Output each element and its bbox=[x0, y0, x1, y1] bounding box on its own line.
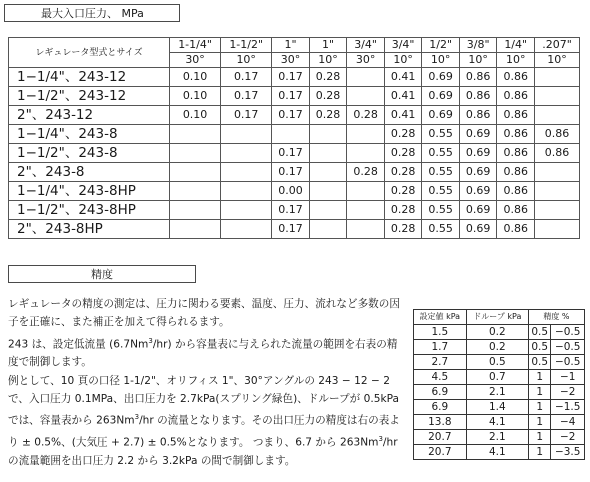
pressure-value-cell bbox=[347, 182, 385, 201]
section-title-max-inlet-pressure: 最大入口圧力、 MPa bbox=[4, 4, 180, 22]
pressure-value-cell: 0.86 bbox=[497, 125, 535, 144]
angle-header: 10° bbox=[422, 53, 460, 68]
pressure-value-cell: 0.10 bbox=[170, 87, 221, 106]
pressure-value-cell bbox=[309, 220, 347, 239]
angle-header: 30° bbox=[272, 53, 310, 68]
model-cell: 1−1/4"、243-8HP bbox=[9, 182, 170, 201]
pressure-value-cell: 0.86 bbox=[459, 87, 497, 106]
size-header: 1/2" bbox=[422, 38, 460, 53]
angle-header: 10° bbox=[309, 53, 347, 68]
accuracy-cell: 1 bbox=[528, 415, 550, 430]
pressure-value-cell bbox=[534, 68, 579, 87]
pressure-value-cell: 0.86 bbox=[497, 106, 535, 125]
set-value-cell: 13.8 bbox=[414, 415, 467, 430]
pressure-value-cell: 0.17 bbox=[221, 68, 272, 87]
set-value-cell: 6.9 bbox=[414, 400, 467, 415]
pressure-value-cell: 0.17 bbox=[272, 144, 310, 163]
pressure-value-cell: 0.17 bbox=[221, 106, 272, 125]
accuracy-cell: 1 bbox=[528, 385, 550, 400]
accuracy-description bbox=[8, 295, 404, 470]
set-value-cell: 4.5 bbox=[414, 370, 467, 385]
pressure-value-cell: 0.86 bbox=[459, 106, 497, 125]
accuracy-table-body bbox=[414, 325, 585, 460]
pressure-value-cell bbox=[221, 201, 272, 220]
accuracy-table bbox=[413, 309, 585, 460]
pressure-value-cell bbox=[221, 220, 272, 239]
model-column-header: レギュレータ型式とサイズ bbox=[9, 38, 170, 68]
droop-cell: 0.2 bbox=[466, 340, 528, 355]
model-cell: 2"、243-8HP bbox=[9, 220, 170, 239]
pressure-value-cell: 0.86 bbox=[534, 125, 579, 144]
pressure-value-cell: 0.28 bbox=[384, 125, 422, 144]
pressure-value-cell: 0.28 bbox=[384, 182, 422, 201]
table-row bbox=[414, 355, 585, 370]
pressure-value-cell: 0.69 bbox=[422, 106, 460, 125]
pressure-value-cell bbox=[347, 68, 385, 87]
table-row bbox=[9, 68, 580, 87]
size-header: 3/8" bbox=[459, 38, 497, 53]
droop-cell: 0.7 bbox=[466, 370, 528, 385]
table-row bbox=[9, 125, 580, 144]
size-header: 1-1/4" bbox=[170, 38, 221, 53]
pressure-value-cell: 0.10 bbox=[170, 106, 221, 125]
angle-header: 30° bbox=[347, 53, 385, 68]
pressure-value-cell: 0.17 bbox=[272, 68, 310, 87]
paragraph-line: 例として、10 頁の口径 1-1/2"、オリフィス 1"、30°アングルの 243 − 12 − 2 で、入口圧力 0.1MPa、出口圧力を 2.7kPa(スプリング緑色)、ドループが 0.5kPa では、容量表から 263Nm$^3$/hr の流量となります。その出口圧力の精度は右の表より ± 0.5%、(大気圧 + 2.7) ± 0.5%となります。 つまり、6.7 から 263Nm$^3$/hr の流量範囲を出口圧力 2.2 から 3.2kPa の間で制御します。 bbox=[8, 374, 400, 467]
pressure-value-cell: 0.55 bbox=[422, 220, 460, 239]
pressure-value-cell: 0.55 bbox=[422, 201, 460, 220]
pressure-value-cell bbox=[170, 125, 221, 144]
size-header: 1" bbox=[272, 38, 310, 53]
pressure-value-cell: 0.69 bbox=[422, 87, 460, 106]
pressure-value-cell: 0.55 bbox=[422, 182, 460, 201]
pressure-value-cell: 0.69 bbox=[459, 144, 497, 163]
table-row bbox=[9, 163, 580, 182]
pressure-value-cell: 0.55 bbox=[422, 125, 460, 144]
droop-header: ドループ kPa bbox=[466, 310, 528, 325]
pressure-value-cell: 0.28 bbox=[384, 163, 422, 182]
pressure-value-cell bbox=[170, 163, 221, 182]
accuracy-cell: −0.5 bbox=[551, 340, 585, 355]
pressure-value-cell bbox=[534, 220, 579, 239]
pressure-value-cell bbox=[347, 144, 385, 163]
paragraph-line: レギュレータの精度の測定は、圧力に関わる要素、温度、圧力、流れなど多数の因子を正確に、また補正を加えて得られるます。 bbox=[8, 298, 400, 329]
accuracy-cell: −1 bbox=[551, 370, 585, 385]
model-cell: 1−1/4"、243-12 bbox=[9, 68, 170, 87]
size-header: 1" bbox=[309, 38, 347, 53]
accuracy-cell: 1 bbox=[528, 400, 550, 415]
pressure-value-cell: 0.69 bbox=[422, 68, 460, 87]
model-cell: 1−1/2"、243-12 bbox=[9, 87, 170, 106]
set-value-cell: 20.7 bbox=[414, 445, 467, 460]
pressure-value-cell: 0.69 bbox=[459, 201, 497, 220]
pressure-value-cell bbox=[221, 182, 272, 201]
size-header: 3/4" bbox=[347, 38, 385, 53]
accuracy-cell: 0.5 bbox=[528, 355, 550, 370]
pressure-value-cell bbox=[347, 125, 385, 144]
angle-header: 30° bbox=[170, 53, 221, 68]
paragraph-line: 243 は、設定低流量 (6.7Nm$^3$/hr) から容量表に与えられた流量の範囲を右表の精度で制御します。 bbox=[8, 336, 398, 369]
table-row bbox=[414, 370, 585, 385]
accuracy-cell: −0.5 bbox=[551, 355, 585, 370]
accuracy-cell: 0.5 bbox=[528, 325, 550, 340]
table-row bbox=[414, 340, 585, 355]
pressure-value-cell: 0.28 bbox=[384, 144, 422, 163]
table-row bbox=[9, 106, 580, 125]
pressure-value-cell bbox=[170, 220, 221, 239]
pressure-value-cell bbox=[170, 144, 221, 163]
pressure-value-cell: 0.41 bbox=[384, 68, 422, 87]
pressure-value-cell: 0.69 bbox=[459, 163, 497, 182]
pressure-value-cell: 0.69 bbox=[459, 182, 497, 201]
droop-cell: 4.1 bbox=[466, 445, 528, 460]
table-row bbox=[9, 87, 580, 106]
table-row bbox=[414, 385, 585, 400]
pressure-value-cell: 0.86 bbox=[534, 144, 579, 163]
table-row bbox=[9, 144, 580, 163]
set-value-cell: 1.5 bbox=[414, 325, 467, 340]
angle-header: 10° bbox=[497, 53, 535, 68]
pressure-value-cell bbox=[534, 106, 579, 125]
model-cell: 2"、243-8 bbox=[9, 163, 170, 182]
accuracy-header-row bbox=[414, 310, 585, 325]
accuracy-cell: −3.5 bbox=[551, 445, 585, 460]
size-header: 1/4" bbox=[497, 38, 535, 53]
table-row bbox=[414, 325, 585, 340]
pressure-value-cell bbox=[534, 163, 579, 182]
pressure-value-cell bbox=[170, 182, 221, 201]
pressure-value-cell bbox=[534, 87, 579, 106]
set-value-cell: 20.7 bbox=[414, 430, 467, 445]
angle-header: 10° bbox=[459, 53, 497, 68]
droop-cell: 4.1 bbox=[466, 415, 528, 430]
droop-cell: 2.1 bbox=[466, 430, 528, 445]
pressure-value-cell: 0.17 bbox=[221, 87, 272, 106]
pressure-value-cell: 0.17 bbox=[272, 106, 310, 125]
pressure-value-cell: 0.69 bbox=[459, 220, 497, 239]
pressure-value-cell bbox=[347, 87, 385, 106]
model-cell: 1−1/2"、243-8HP bbox=[9, 201, 170, 220]
pressure-value-cell: 0.28 bbox=[384, 220, 422, 239]
droop-cell: 0.2 bbox=[466, 325, 528, 340]
angle-header: 10° bbox=[534, 53, 579, 68]
table-row bbox=[414, 415, 585, 430]
pressure-value-cell bbox=[221, 125, 272, 144]
accuracy-cell: −4 bbox=[551, 415, 585, 430]
pressure-value-cell: 0.28 bbox=[347, 106, 385, 125]
pressure-value-cell bbox=[272, 125, 310, 144]
pressure-value-cell bbox=[309, 144, 347, 163]
pressure-value-cell: 0.86 bbox=[497, 87, 535, 106]
pressure-value-cell bbox=[309, 201, 347, 220]
pressure-value-cell: 0.55 bbox=[422, 163, 460, 182]
angle-header: 10° bbox=[384, 53, 422, 68]
model-cell: 1−1/2"、243-8 bbox=[9, 144, 170, 163]
accuracy-cell: −2 bbox=[551, 385, 585, 400]
pressure-value-cell: 0.17 bbox=[272, 87, 310, 106]
pressure-table-body bbox=[9, 68, 580, 239]
pressure-value-cell: 0.86 bbox=[497, 68, 535, 87]
pressure-value-cell: 0.28 bbox=[309, 68, 347, 87]
set-value-cell: 6.9 bbox=[414, 385, 467, 400]
pressure-value-cell bbox=[347, 220, 385, 239]
accuracy-cell: 1 bbox=[528, 445, 550, 460]
table-row bbox=[9, 220, 580, 239]
pressure-value-cell: 0.17 bbox=[272, 201, 310, 220]
set-value-header: 設定値 kPa bbox=[414, 310, 467, 325]
pressure-value-cell: 0.69 bbox=[459, 125, 497, 144]
angle-header: 10° bbox=[221, 53, 272, 68]
pressure-value-cell bbox=[309, 182, 347, 201]
accuracy-cell: 1 bbox=[528, 370, 550, 385]
model-cell: 2"、243-12 bbox=[9, 106, 170, 125]
pressure-value-cell: 0.10 bbox=[170, 68, 221, 87]
pressure-value-cell: 0.86 bbox=[497, 182, 535, 201]
set-value-cell: 2.7 bbox=[414, 355, 467, 370]
table-row bbox=[414, 430, 585, 445]
pressure-value-cell bbox=[309, 125, 347, 144]
accuracy-cell: 1 bbox=[528, 430, 550, 445]
accuracy-cell: −0.5 bbox=[551, 325, 585, 340]
pressure-value-cell: 0.28 bbox=[384, 201, 422, 220]
size-header: 1-1/2" bbox=[221, 38, 272, 53]
pressure-value-cell bbox=[221, 163, 272, 182]
accuracy-cell: 0.5 bbox=[528, 340, 550, 355]
pressure-value-cell: 0.28 bbox=[347, 163, 385, 182]
droop-cell: 1.4 bbox=[466, 400, 528, 415]
size-header: .207" bbox=[534, 38, 579, 53]
pressure-value-cell bbox=[309, 163, 347, 182]
pressure-value-cell bbox=[534, 201, 579, 220]
pressure-value-cell: 0.00 bbox=[272, 182, 310, 201]
pressure-value-cell bbox=[534, 182, 579, 201]
pressure-value-cell: 0.55 bbox=[422, 144, 460, 163]
set-value-cell: 1.7 bbox=[414, 340, 467, 355]
droop-cell: 2.1 bbox=[466, 385, 528, 400]
pressure-value-cell: 0.17 bbox=[272, 220, 310, 239]
pressure-value-cell: 0.28 bbox=[309, 87, 347, 106]
pressure-value-cell: 0.17 bbox=[272, 163, 310, 182]
table-row bbox=[414, 400, 585, 415]
pressure-value-cell: 0.86 bbox=[497, 163, 535, 182]
pressure-value-cell bbox=[221, 144, 272, 163]
pressure-value-cell: 0.41 bbox=[384, 87, 422, 106]
pressure-value-cell: 0.28 bbox=[309, 106, 347, 125]
table-row bbox=[414, 445, 585, 460]
pressure-value-cell: 0.41 bbox=[384, 106, 422, 125]
droop-cell: 0.5 bbox=[466, 355, 528, 370]
pressure-value-cell: 0.86 bbox=[497, 220, 535, 239]
table-row bbox=[9, 201, 580, 220]
size-header: 3/4" bbox=[384, 38, 422, 53]
model-cell: 1−1/4"、243-8 bbox=[9, 125, 170, 144]
pressure-value-cell bbox=[170, 201, 221, 220]
size-header-row bbox=[9, 38, 580, 53]
section-title-accuracy: 精度 bbox=[8, 265, 196, 283]
table-row bbox=[9, 182, 580, 201]
accuracy-header: 精度 % bbox=[528, 310, 584, 325]
accuracy-cell: −1.5 bbox=[551, 400, 585, 415]
accuracy-cell: −2 bbox=[551, 430, 585, 445]
pressure-value-cell bbox=[347, 201, 385, 220]
pressure-value-cell: 0.86 bbox=[497, 201, 535, 220]
pressure-value-cell: 0.86 bbox=[497, 144, 535, 163]
max-inlet-pressure-table bbox=[8, 37, 580, 239]
pressure-value-cell: 0.86 bbox=[459, 68, 497, 87]
